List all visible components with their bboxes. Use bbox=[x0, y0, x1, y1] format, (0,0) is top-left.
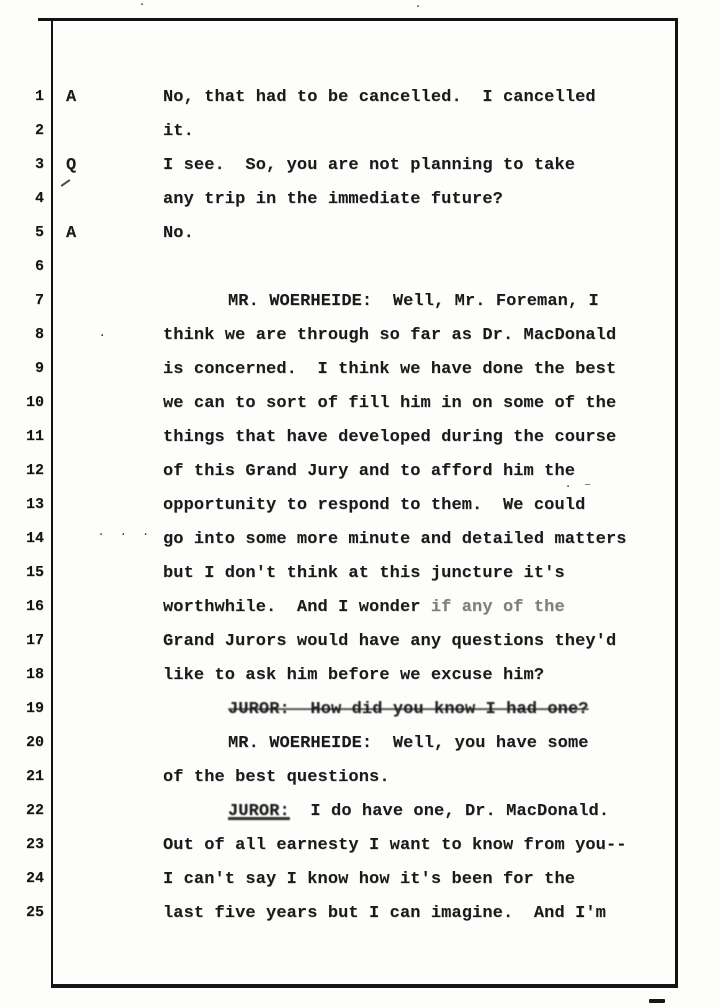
line-text: but I don't think at this juncture it's bbox=[163, 564, 565, 583]
speaker-marker: A bbox=[66, 224, 77, 243]
line-text: No, that had to be cancelled. I cancelled bbox=[163, 88, 596, 107]
speaker-marker: A bbox=[66, 88, 77, 107]
line-number: 9 bbox=[34, 360, 44, 377]
line-text: things that have developed during the course bbox=[163, 428, 617, 447]
line-text: is concerned. I think we have done the best bbox=[163, 360, 617, 379]
line-number: 19 bbox=[25, 700, 44, 717]
line-text-segment: worthwhile. And I wonder bbox=[163, 598, 431, 617]
transcript-line bbox=[0, 560, 720, 594]
scan-smudge-dash bbox=[649, 999, 665, 1003]
transcript-line bbox=[0, 424, 720, 458]
line-number: 20 bbox=[25, 734, 44, 751]
line-text: No. bbox=[163, 224, 194, 243]
transcript-line bbox=[0, 628, 720, 662]
line-number: 23 bbox=[25, 836, 44, 853]
line-number: 25 bbox=[25, 904, 44, 921]
transcript-line bbox=[0, 492, 720, 526]
transcript-line bbox=[0, 594, 720, 628]
line-number: 22 bbox=[25, 802, 44, 819]
line-text: MR. WOERHEIDE: Well, you have some bbox=[228, 734, 589, 753]
line-number: 21 bbox=[25, 768, 44, 785]
line-text-segment: if any of the bbox=[430, 598, 565, 617]
transcript-line bbox=[0, 458, 720, 492]
transcript-line bbox=[0, 764, 720, 798]
transcript-line bbox=[0, 288, 720, 322]
transcript-line bbox=[0, 356, 720, 390]
transcript-line bbox=[0, 832, 720, 866]
line-number: 3 bbox=[34, 156, 44, 173]
line-text: I can't say I know how it's been for the bbox=[163, 870, 576, 889]
line-number: 13 bbox=[25, 496, 44, 513]
line-number: 17 bbox=[25, 632, 44, 649]
transcript-line bbox=[0, 730, 720, 764]
line-number: 2 bbox=[34, 122, 44, 139]
transcript-line bbox=[0, 220, 720, 254]
transcript-line bbox=[0, 118, 720, 152]
transcript-lines bbox=[0, 84, 720, 934]
transcript-line bbox=[0, 186, 720, 220]
line-number: 5 bbox=[34, 224, 44, 241]
line-text: think we are through so far as Dr. MacDonald bbox=[163, 326, 617, 345]
transcript-line bbox=[0, 866, 720, 900]
line-number: 10 bbox=[25, 394, 44, 411]
line-number: 7 bbox=[34, 292, 44, 309]
line-text bbox=[163, 598, 565, 617]
line-number: 11 bbox=[25, 428, 44, 445]
line-text: I see. So, you are not planning to take bbox=[163, 156, 576, 175]
line-number: 12 bbox=[25, 462, 44, 479]
line-text: go into some more minute and detailed matters bbox=[163, 530, 627, 549]
line-text-segment: JUROR: bbox=[228, 802, 290, 821]
line-text: we can to sort of fill him in on some of the bbox=[163, 394, 617, 413]
line-text: like to ask him before we excuse him? bbox=[163, 666, 545, 685]
line-text: JUROR: How did you know I had one? bbox=[228, 700, 589, 719]
transcript-line bbox=[0, 798, 720, 832]
scan-artifact-speck: · bbox=[416, 0, 421, 15]
line-text: of the best questions. bbox=[163, 768, 390, 787]
transcript-line bbox=[0, 152, 720, 186]
line-text: any trip in the immediate future? bbox=[163, 190, 503, 209]
line-text: last five years but I can imagine. And I'm bbox=[163, 904, 606, 923]
line-text bbox=[228, 802, 609, 821]
line-number: 15 bbox=[25, 564, 44, 581]
scan-artifact-dots: · · · bbox=[99, 528, 155, 543]
line-text: MR. WOERHEIDE: Well, Mr. Foreman, I bbox=[228, 292, 599, 311]
transcript-line bbox=[0, 662, 720, 696]
line-text: Out of all earnesty I want to know from you-- bbox=[163, 836, 627, 855]
line-text: it. bbox=[163, 122, 194, 141]
scan-artifact-speck: · bbox=[140, 0, 145, 13]
line-text: Grand Jurors would have any questions they'd bbox=[163, 632, 617, 651]
line-number: 4 bbox=[34, 190, 44, 207]
transcript-line bbox=[0, 254, 720, 288]
line-number: 18 bbox=[25, 666, 44, 683]
transcript-line bbox=[0, 322, 720, 356]
transcript-line bbox=[0, 696, 720, 730]
line-text: opportunity to respond to them. We could bbox=[163, 496, 586, 515]
line-number: 14 bbox=[25, 530, 44, 547]
transcript-line bbox=[0, 900, 720, 934]
line-number: 1 bbox=[34, 88, 44, 105]
speaker-marker: Q bbox=[66, 156, 77, 175]
transcript-line bbox=[0, 390, 720, 424]
line-number: 24 bbox=[25, 870, 44, 887]
scan-artifact-speck: . bbox=[100, 324, 105, 340]
line-text: of this Grand Jury and to afford him the bbox=[163, 462, 576, 481]
line-text-segment: I do have one, Dr. MacDonald. bbox=[289, 802, 610, 821]
line-number: 8 bbox=[34, 326, 44, 343]
line-number: 6 bbox=[34, 258, 44, 275]
transcript-line bbox=[0, 84, 720, 118]
scan-artifact-dot-dash: · ⁻ bbox=[566, 480, 597, 495]
line-number: 16 bbox=[25, 598, 44, 615]
